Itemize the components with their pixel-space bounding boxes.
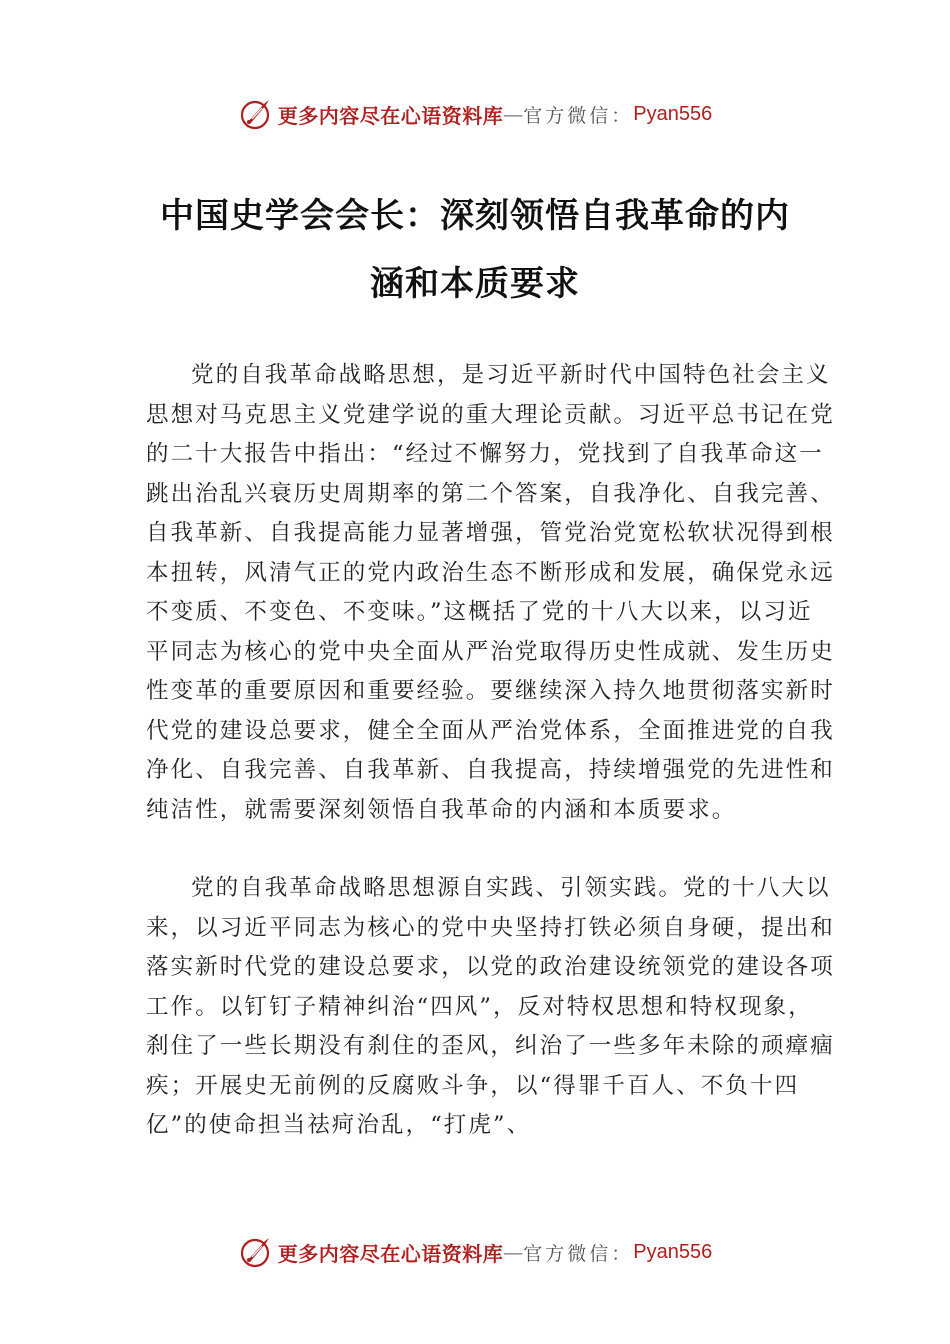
banner-wechat-label: 官方微信： (523, 104, 634, 127)
banner-separator: — (503, 102, 524, 126)
body-paragraph-1: 党的自我革命战略思想，是习近平新时代中国特色社会主义思想对马克思主义党建学说的重大理论贡献。习近平总书记在党的二十大报告中指出：“经过不懈努力，党找到了自我革命这一跳出治乱兴衰历史周期率的第二个答案，自我净化、自我完善、自我革新、自我提高能力显著增强，管党治党宽松软状况得到根本扭转，风清气正的党内政治生态不断形成和发展，确保党永远不变质、不变色、不变味。”这概括了党的十八大以来，以习近平同志为核心的党中央全面从严治党取得历史性成就、发生历史性变革的重要原因和重要经验。要继续深入持久地贯彻落实新时代党的建设总要求，健全全面从严治党体系，全面推进党的自我净化、自我完善、自我革新、自我提高，持续增强党的先进性和纯洁性，就需要深刻领悟自我革命的内涵和本质要求。 (146, 362, 835, 823)
document-title-line-2: 涵和本质要求 (370, 264, 580, 304)
document-title-line-1: 中国史学会会长：深刻领悟自我革命的内 (160, 196, 790, 236)
banner-main-text: 更多内容尽在心语资料库 (277, 103, 504, 128)
footer-banner (0, 1232, 950, 1272)
quill-pen-seal-icon (238, 96, 274, 132)
footer-separator: — (503, 1240, 524, 1264)
body-paragraph-2: 党的自我革命战略思想源自实践、引领实践。党的十八大以来，以习近平同志为核心的党中央坚持打铁必须自身硬，提出和落实新时代党的建设总要求，以党的政治建设统领党的建设各项工作。以钉钉子精神纠治“四风”，反对特权思想和特权现象，刹住了一些长期没有刹住的歪风，纠治了一些多年未除的顽瘴痼疾；开展史无前例的反腐败斗争，以“得罪千百人、不负十四亿”的使命担当祛疴治乱，“打虎”、 (146, 875, 835, 1138)
quill-pen-seal-icon (238, 1234, 274, 1270)
footer-wechat-label: 官方微信： (523, 1242, 634, 1265)
banner-wechat-id: Pyan556 (633, 102, 713, 125)
footer-wechat-id: Pyan556 (633, 1240, 713, 1263)
header-banner (0, 94, 950, 134)
footer-main-text: 更多内容尽在心语资料库 (277, 1241, 504, 1266)
